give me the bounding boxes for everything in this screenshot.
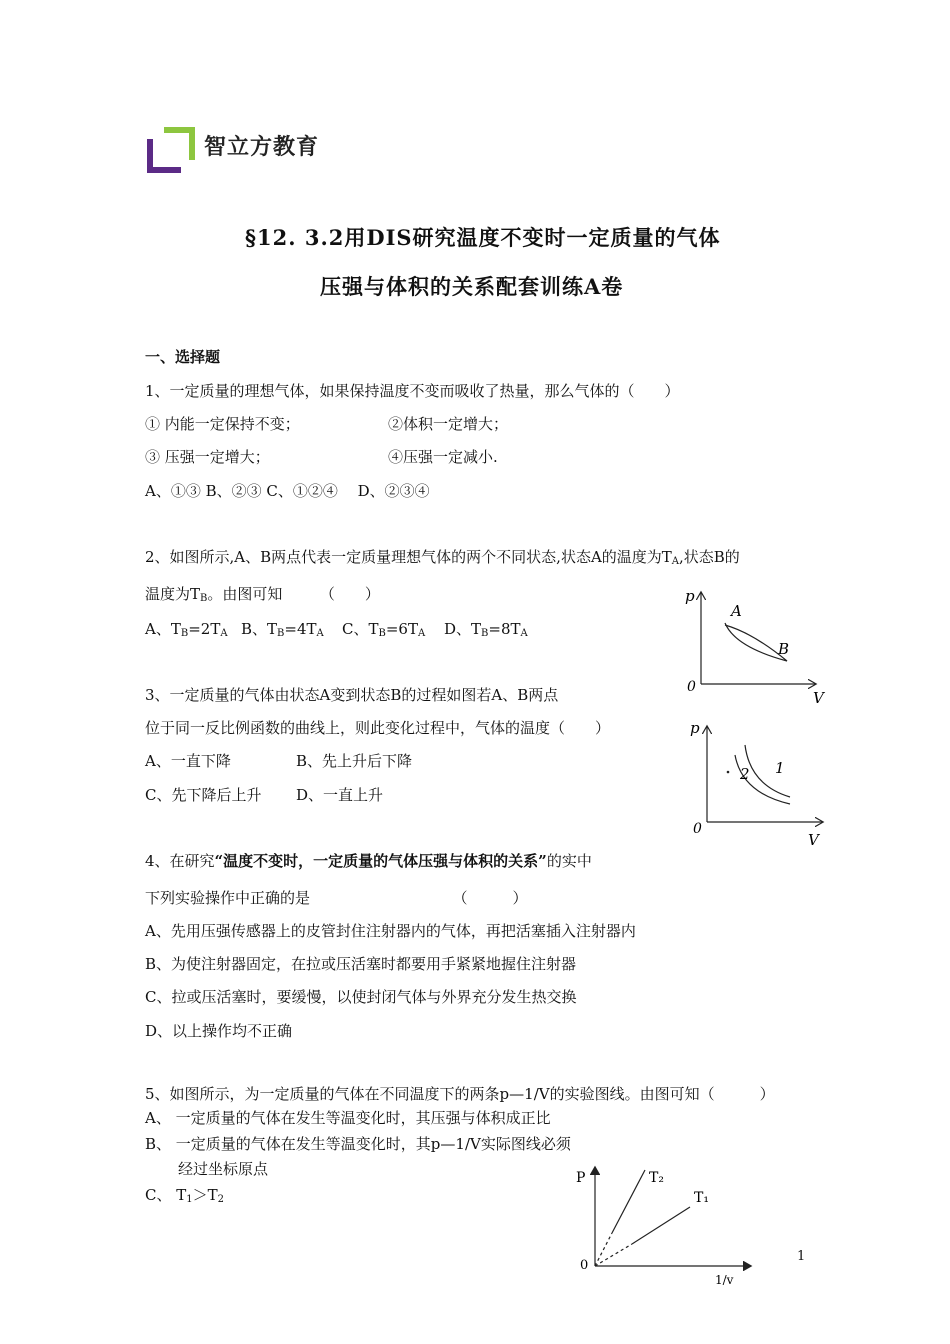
q3-option-b: B、先上升后下降 [296,752,413,770]
q5-p-inverse-v-graph [570,1160,760,1288]
q2-origin-label: 0 [687,679,696,695]
q1-options: A、①③ B、②③ C、①②④ D、②③④ [145,482,430,500]
q5-option-a: A、 一定质量的气体在发生等温变化时，其压强与体积成正比 [145,1109,551,1127]
q2-point-b-label: B [778,640,790,658]
q1-statement-1: ① 内能一定保持不变； [145,415,300,433]
q1-statement-3: ③ 压强一定增大； [145,448,270,466]
q4-option-d: D、以上操作均不正确 [145,1022,293,1040]
q5-y-label: P [576,1170,586,1186]
q2-point-a-label: A [731,602,742,620]
q3-curve-1-label: 1 [775,759,785,777]
q2-x-label: V [813,689,824,707]
q5-t2-label: T₂ [649,1170,664,1186]
q3-stem-line-1: 3、一定质量的气体由状态A变到状态B的过程如图若A、B两点 [145,686,559,704]
logo-mark [147,127,195,173]
q2-option-c: C、$T_B=6T_A$ [342,620,426,639]
q3-x-label: V [808,831,819,849]
q3-curve-2-label: 2 [740,765,750,783]
q3-option-d: D、一直上升 [296,786,384,804]
logo-text: 智立方教育 [204,135,320,160]
q1-statement-4: ④压强一定减小. [388,448,498,466]
q5-t1-label: T₁ [694,1190,709,1206]
q3-dot [727,771,730,774]
q5-option-b: B、 一定质量的气体在发生等温变化时，其p—1/V实际图线必须 [145,1135,571,1153]
q4-stem-line-2: 下列实验操作中正确的是 （ ） [145,889,528,907]
q3-y-label: p [690,719,700,737]
q3-stem-line-2: 位于同一反比例函数的曲线上，则此变化过程中，气体的温度（ ） [145,719,611,737]
q2-y-label: p [685,587,695,605]
q2-stem-line-2: 温度为$T_B$。由图可知 （ ） [145,585,380,604]
q5-x-label: 1/v [715,1273,734,1287]
title-line-2: 压强与体积的关系配套训练A卷 [320,274,624,299]
q2-option-d: D、$T_B=8T_A$ [444,620,528,639]
q2-option-a: A、$T_B=2T_A$ [145,620,228,639]
q4-stem-line-1: 4、在研究“温度不变时，一定质量的气体压强与体积的关系”的实中 [145,852,592,870]
q4-option-a: A、先用压强传感器上的皮管封住注射器内的气体，再把活塞插入注射器内 [145,922,636,940]
q3-origin-label: 0 [693,821,702,837]
q1-statement-2: ②体积一定增大； [388,415,509,433]
q1-stem: 1、一定质量的理想气体，如果保持温度不变而吸收了热量，那么气体的（ ） [145,382,680,400]
title-line-1: §12. 3.2用DIS研究温度不变时一定质量的气体 [245,225,721,250]
q3-pv-graph [680,715,830,850]
q4-option-b: B、为使注射器固定，在拉或压活塞时都要用手紧紧地握住注射器 [145,955,577,973]
q2-option-b: B、$T_B=4T_A$ [241,620,324,639]
q3-option-a: A、一直下降 [145,752,231,770]
q5-origin-label: 0 [580,1258,589,1273]
q5-option-c: C、 $T_1>T_2$ [145,1186,225,1205]
q5-stem: 5、如图所示，为一定质量的气体在不同温度下的两条p—1/V的实验图线。由图可知（ ） [145,1085,775,1103]
q5-t2-line [612,1170,645,1233]
q3-option-c: C、先下降后上升 [145,786,262,804]
q5-t1-line [632,1207,690,1244]
section-heading: 一、选择题 [145,348,221,366]
page-number: 1 [797,1249,806,1264]
q2-pv-graph [675,585,835,710]
q4-option-c: C、拉或压活塞时，要缓慢，以使封闭气体与外界充分发生热交换 [145,988,577,1006]
q2-stem-line-1: 2、如图所示,A、B两点代表一定质量理想气体的两个不同状态,状态A的温度为$T_A$,状态B的 [145,548,740,567]
q5-option-b-cont: 经过坐标原点 [178,1160,269,1178]
q5-t2-extrapolation [595,1233,612,1266]
